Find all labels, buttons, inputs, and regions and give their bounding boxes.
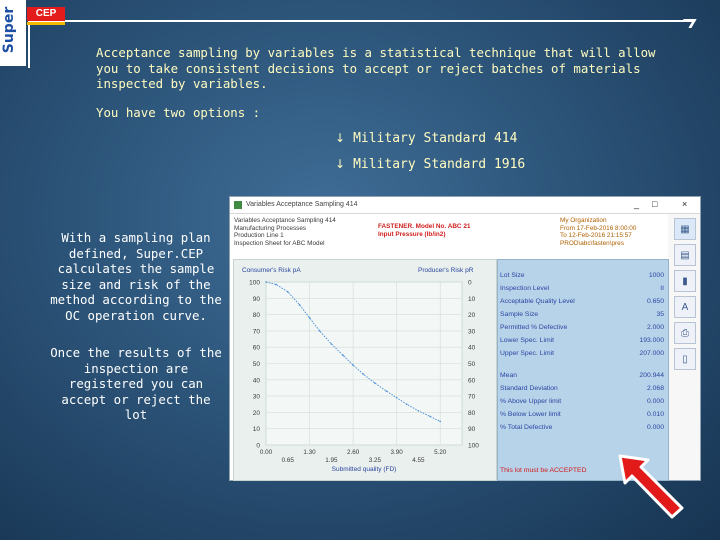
header-line: Variables Acceptance Sampling 414 (234, 217, 336, 224)
right-tick-label: 30 (468, 328, 476, 336)
logo-badge: CEP (27, 7, 65, 21)
x-axis-title: Submitted quality (FD) (331, 466, 397, 473)
options-label: You have two options : (96, 105, 261, 120)
left-tick-label: 100 (249, 279, 260, 287)
option-item-1916 (335, 157, 525, 172)
x-tick-label: 0.00 (259, 449, 273, 456)
report-header-right (560, 217, 636, 247)
option-label: Military Standard 414 (353, 131, 518, 146)
left-tick-label: 0 (256, 442, 260, 450)
oc-curve-point (331, 343, 333, 345)
header-line: From 17-Feb-2016 8:00:00 (560, 224, 637, 232)
supercep-logo (0, 0, 66, 66)
left-axis-title: Consumer's Risk pA (242, 267, 301, 274)
grid-button[interactable] (674, 218, 696, 240)
oc-curve-point (265, 281, 267, 283)
stat-label: Inspection Level (500, 285, 550, 292)
down-arrow-icon: ↓ (335, 157, 346, 171)
oc-curve-point (418, 410, 420, 412)
intro-paragraph: Acceptance sampling by variables is a statistical technique that will allow you to take consistent decisions to accept or reject batches of materials inspected by variables. (96, 45, 656, 91)
stat-value: 1000 (648, 272, 664, 279)
right-tick-label: 60 (468, 377, 476, 385)
stat-row (500, 350, 664, 357)
header-line: My Organization (560, 217, 607, 224)
stat-row (500, 272, 664, 279)
header-line: To 12-Feb-2016 21:15:57 (560, 232, 632, 240)
right-tick-label: 100 (468, 442, 479, 450)
stat-row (500, 385, 664, 392)
oc-curve-point (275, 284, 277, 286)
oc-curve-chart (233, 259, 497, 481)
left-tick-label: 50 (252, 361, 260, 368)
right-tick-label: 90 (468, 426, 476, 434)
stat-label: Lower Spec. Limit (500, 337, 555, 344)
x-tick-label: 5.20 (434, 449, 447, 456)
verdict-text: This lot must be ACCEPTED (500, 467, 587, 474)
stat-row (500, 372, 664, 379)
stat-label: % Above Upper limit (500, 398, 562, 405)
grid-icon: ▦ (680, 223, 690, 235)
header-line: PROD\abc\fasten\pres (560, 239, 624, 247)
oc-curve-point (374, 382, 376, 384)
side-toolbar (670, 215, 698, 374)
table-icon: ▤ (680, 249, 690, 261)
report-area (230, 214, 668, 480)
stat-value: 0.000 (646, 424, 664, 431)
left-tick-label: 40 (252, 377, 260, 385)
stat-row (500, 285, 664, 292)
oc-curve-point (362, 373, 364, 375)
oc-curve-point (287, 291, 289, 293)
stat-row (500, 324, 664, 331)
oc-curve-point (386, 390, 388, 392)
x-tick-label: 2.60 (346, 449, 360, 456)
report-header-left (234, 217, 336, 247)
close-button[interactable]: × (682, 199, 688, 209)
bar-chart-icon: ▮ (682, 275, 688, 287)
x-tick-label: 1.95 (325, 457, 338, 464)
left-tick-label: 80 (252, 312, 260, 320)
x-tick-label: 1.30 (303, 449, 316, 456)
font-button[interactable] (674, 296, 696, 318)
x-tick-label: 3.90 (390, 449, 403, 456)
font-icon: A (681, 301, 689, 313)
x-tick-label: 4.55 (412, 457, 425, 464)
option-item-414 (335, 131, 517, 146)
left-tick-label: 90 (252, 295, 260, 303)
stat-label: % Below Lower limit (500, 411, 561, 418)
left-tick-label: 10 (252, 426, 260, 434)
header-line: Inspection Sheet for ABC Model (234, 239, 325, 247)
stat-value: 35 (656, 311, 664, 318)
stat-label: Acceptable Quality Level (500, 298, 575, 305)
right-tick-label: 0 (468, 279, 472, 287)
stat-label: Permitted % Defective (500, 324, 568, 331)
maximize-button[interactable]: □ (652, 199, 658, 209)
oc-curve-point (299, 304, 301, 306)
logo-accent-bar (27, 22, 65, 25)
window-titlebar (230, 197, 700, 214)
logo-vertical-band (0, 0, 26, 66)
logo-vertical-text: Super (1, 6, 18, 54)
stat-value: 0.010 (646, 411, 664, 418)
stat-value: 0.650 (646, 298, 664, 305)
oc-curve-point (342, 355, 344, 357)
stat-label: Lot Size (500, 272, 525, 279)
oc-curve-point (439, 421, 441, 423)
oc-curve-point (429, 416, 431, 418)
right-tick-label: 70 (468, 393, 476, 401)
x-tick-label: 3.25 (368, 457, 382, 464)
left-tick-label: 60 (252, 344, 260, 352)
window-title: Variables Acceptance Sampling 414 (246, 201, 358, 208)
header-line: Production Line 1 (234, 232, 284, 240)
stat-row (500, 337, 664, 344)
oc-curve-point (309, 317, 311, 319)
stat-label: Upper Spec. Limit (500, 350, 555, 357)
stat-value: 193.000 (639, 337, 664, 344)
header-line: Input Pressure (lb/in2) (378, 230, 446, 238)
left-tick-label: 20 (252, 409, 260, 417)
left-tick-label: 30 (252, 393, 260, 401)
header-line: Manufacturing Processes (234, 224, 307, 232)
stat-row (500, 298, 664, 305)
acceptance-sampling-window (229, 196, 701, 481)
header-line: FASTENER. Model No. ABC 21 (378, 223, 471, 230)
side-text-results: Once the results of the inspection are registered you can accept or reject the lot (50, 345, 222, 422)
statistics-panel (497, 259, 669, 481)
stat-row (500, 411, 664, 418)
side-text-sampling-plan: With a sampling plan defined, Super.CEP calculates the sample size and risk of the method according to the OC operation curve. (50, 230, 222, 323)
stat-value: 207.000 (639, 350, 664, 357)
right-axis-title: Producer's Risk pR (418, 267, 474, 274)
stat-value: 0.000 (646, 398, 664, 405)
oc-curve-point (406, 403, 408, 405)
frame-top-line (28, 20, 692, 22)
minimize-button[interactable]: _ (634, 199, 640, 209)
oc-curve-point (396, 397, 398, 399)
table-button[interactable] (674, 244, 696, 266)
oc-curve-point (352, 364, 354, 366)
right-tick-label: 20 (468, 312, 476, 320)
bar-chart-button[interactable] (674, 270, 696, 292)
stat-row (500, 311, 664, 318)
stat-label: Standard Deviation (500, 385, 558, 392)
oc-curve-point (319, 330, 321, 332)
report-header-middle (378, 223, 470, 238)
right-tick-label: 50 (468, 361, 476, 368)
stat-label: Sample Size (500, 311, 539, 318)
stat-value: 2.000 (646, 324, 664, 331)
stat-value: 2.068 (646, 385, 664, 392)
printer-icon: ⎙ (681, 327, 689, 339)
document-icon: ▯ (682, 353, 688, 365)
left-tick-label: 70 (252, 328, 260, 336)
option-label: Military Standard 1916 (353, 157, 526, 172)
stat-value: II (660, 285, 664, 292)
pointer-arrow-icon (612, 450, 702, 520)
down-arrow-icon: ↓ (335, 131, 346, 145)
x-tick-label: 0.65 (281, 457, 294, 464)
stat-label: Mean (500, 372, 518, 379)
app-icon (234, 201, 242, 209)
stat-value: 200.944 (639, 372, 664, 379)
stat-row (500, 398, 664, 405)
right-tick-label: 80 (468, 409, 476, 417)
document-button[interactable] (674, 348, 696, 370)
oc-curve-svg (234, 260, 496, 480)
right-tick-label: 40 (468, 344, 476, 352)
stat-row (500, 424, 664, 431)
right-tick-label: 10 (468, 295, 476, 303)
printer-button[interactable] (674, 322, 696, 344)
stat-label: % Total Defective (500, 424, 553, 431)
